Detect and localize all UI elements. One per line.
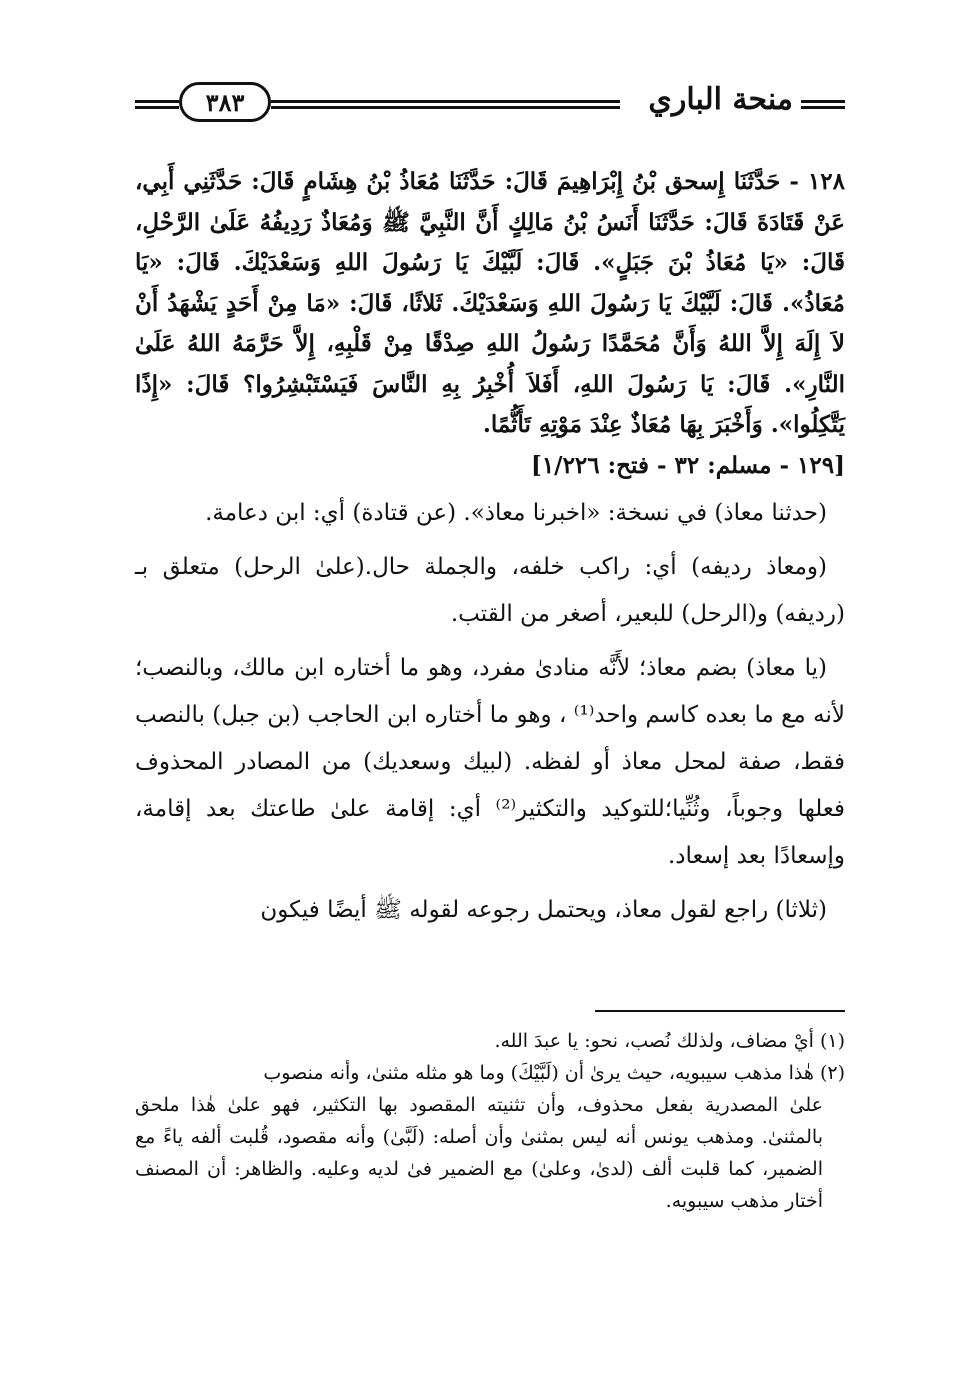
commentary-paragraph: (ثلاثا) راجع لقول معاذ، ويحتمل رجوعه لقوله ﷺ أيضًا فيكون <box>260 897 827 923</box>
header-ornament-left <box>135 100 179 112</box>
footnotes-block <box>135 1025 845 1217</box>
footnote-1: (١) أيْ مضاف، ولذلك نُصب، نحو: يا عبدَ الله. <box>494 1030 845 1052</box>
commentary-paragraph: (ومعاذ رديفه) أي: راكب خلفه، والجملة حال.(علىٰ الرحل) متعلق بـ (رديفه) و(الرحل) للبعير، أصغر من القتب. <box>135 554 845 627</box>
commentary-block <box>135 490 845 941</box>
commentary-paragraph: (يا معاذ) بضم معاذ؛ لأَنَّه منادىٰ مفرد، وهو ما أختاره ابن مالك، وبالنصب؛ لأنه مع ما بعده كاسم واحد⁽¹⁾ ، وهو ما أختاره ابن الحاجب (بن جبل) بالنصب فقط، صفة لمحل معاذ أو لفظه. (لبيك وسعديك) من المصادر المحذوف فعلها وجوباً، وثُنِّيا؛للتوكيد والتكثير⁽²⁾ أي: إقامة علىٰ طاعتك بعد إقامة، وإسعادًا بعد إسعاد. <box>135 655 845 869</box>
header-ornament-middle <box>271 100 620 112</box>
hadith-text: ١٢٨ - حَدَّثَنَا إِسحق بْنُ إِبْرَاهِيمَ قَالَ: حَدَّثَنَا مُعَاذُ بْنُ هِشَامٍ قَالَ: حَدَّثَنِي أَبِي، عَنْ قَتَادَةَ قَالَ: حَدَّثَنَا أَنَسُ بْنُ مَالِكٍ أَنَّ النَّبِيَّ ﷺ وَمُعَاذٌ رَدِيفُهُ عَلَىٰ الرَّحْلِ، قَالَ: «يَا مُعَاذُ بْنَ جَبَلٍ». قَالَ: لَبَّيْكَ يَا رَسُولَ اللهِ وَسَعْدَيْكَ. قَالَ: «يَا مُعَاذُ». قَالَ: لَبَّيْكَ يَا رَسُولَ اللهِ وَسَعْدَيْكَ. ثَلاثًا، قَالَ: «مَا مِنْ أَحَدٍ يَشْهَدُ أَنْ لاَ إِلَهَ إِلاَّ اللهُ وَأَنَّ مُحَمَّدًا رَسُولُ اللهِ صِدْقًا مِنْ قَلْبِهِ، إِلاَّ حَرَّمَهُ اللهُ عَلَىٰ النَّارِ». قَالَ: يَا رَسُولَ اللهِ، أَفَلاَ أُخْبِرُ بِهِ النَّاسَ فَيَسْتَبْشِرُوا؟ قَالَ: «إِذًا يَتَّكِلُوا». وَأَخْبَرَ بِهَا مُعَاذٌ عِنْدَ مَوْتِهِ تَأَثُّمًا. <box>135 168 845 438</box>
commentary-paragraph: (حدثنا معاذ) في نسخة: «اخبرنا معاذ». (عن قتادة) أي: ابن دعامة. <box>205 500 827 526</box>
page-number: ٣٨٣ <box>179 82 271 122</box>
footnote-2-first-line: (٢) هٰذا مذهب سيبويه، حيث يرىٰ أن (لَبَّيْكَ) وما هو مثله مثنىٰ، وأنه منصوب <box>263 1062 845 1084</box>
hadith-reference: [١٢٩ - مسلم: ٣٢ - فتح: ١/٢٢٦] <box>530 451 845 479</box>
page-header <box>135 82 845 132</box>
footnote-2-continuation: علىٰ المصدرية بفعل محذوف، وأن تثنيته المقصود بها التكثير، فهو علىٰ هٰذا ملحق بالمثنىٰ. ومذهب يونس أنه ليس بمثنىٰ وأن أصله: (لَبَّىٰ) وأنه مقصود، قُلبت ألفه ياءً مع الضمير، كما قلبت ألف (لدىٰ، وعلىٰ) مع الضمير فىٰ لديه وعليه. والظاهر: أن المصنف أختار مذهب سيبويه. <box>135 1094 823 1212</box>
footnote-separator <box>595 1010 845 1012</box>
hadith-block <box>135 162 845 486</box>
book-title: منحة الباري <box>648 82 793 117</box>
footnote-2 <box>135 1057 845 1217</box>
header-ornament-right <box>801 100 845 112</box>
